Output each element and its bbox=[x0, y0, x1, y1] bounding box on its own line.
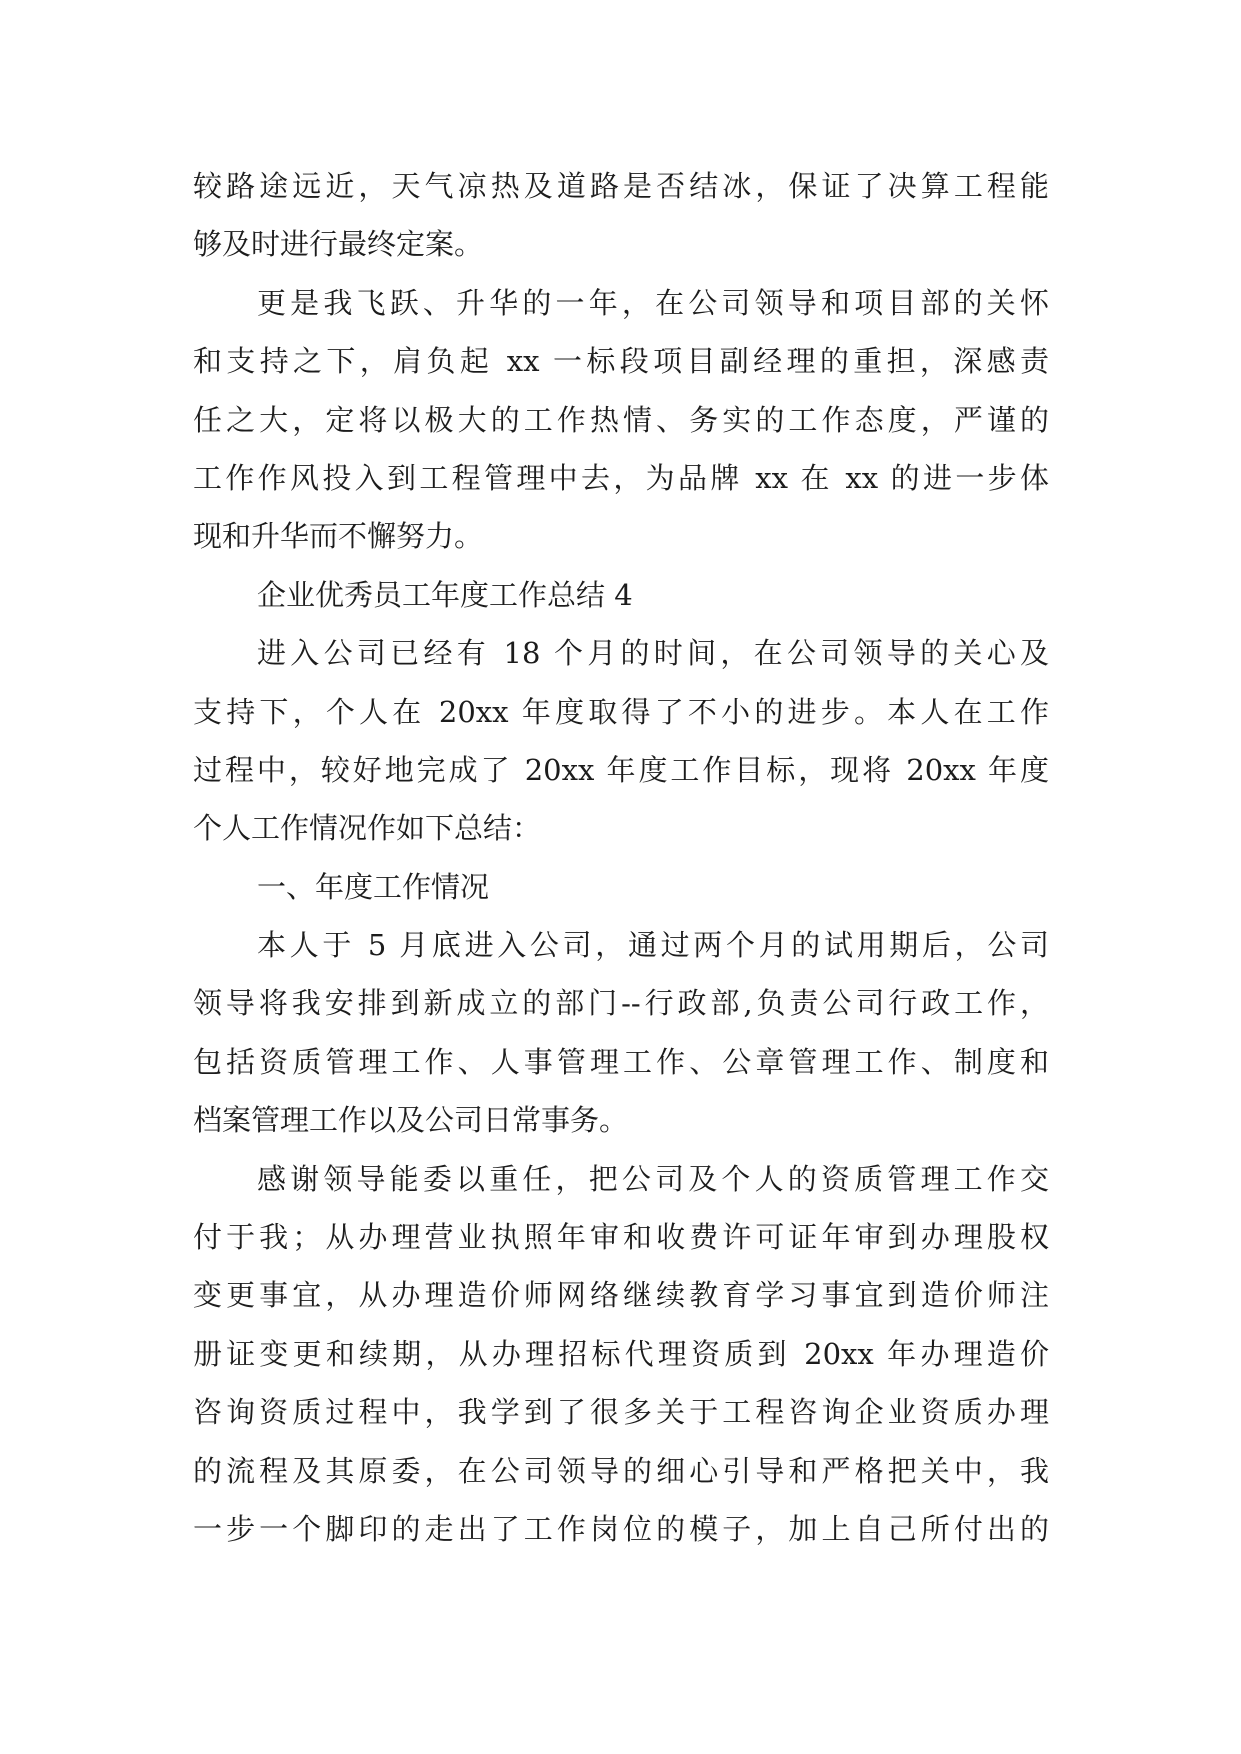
heading-text: 一、年度工作情况 bbox=[257, 869, 490, 904]
text-line: 咨询资质过程中，我学到了很多关于工程咨询企业资质办理 bbox=[193, 1395, 1049, 1430]
text-line: 进入公司已经有 18 个月的时间，在公司领导的关心及 bbox=[257, 636, 1049, 671]
section-heading bbox=[193, 566, 1049, 624]
text-line: 一步一个脚印的走出了工作岗位的模子，加上自己所付出的 bbox=[193, 1511, 1049, 1546]
text-line: 过程中，较好地完成了 20xx 年度工作目标，现将 20xx 年度 bbox=[193, 752, 1049, 787]
text-line: 感谢领导能委以重任，把公司及个人的资质管理工作交 bbox=[257, 1161, 1049, 1196]
text-line: 工作作风投入到工程管理中去，为品牌 xx 在 xx 的进一步体 bbox=[193, 460, 1049, 495]
paragraph bbox=[193, 274, 1049, 566]
paragraph bbox=[193, 624, 1049, 858]
text-line: 档案管理工作以及公司日常事务。 bbox=[193, 1103, 629, 1138]
text-line: 和支持之下，肩负起 xx 一标段项目副经理的重担，深感责 bbox=[193, 344, 1049, 379]
paragraph bbox=[193, 1150, 1049, 1559]
text-line: 支持下，个人在 20xx 年度取得了不小的进步。本人在工作 bbox=[193, 694, 1049, 729]
text-line: 较路途远近，天气凉热及道路是否结冰，保证了决算工程能 bbox=[193, 169, 1049, 203]
text-line: 个人工作情况作如下总结： bbox=[193, 811, 542, 846]
text-line: 本人于 5 月底进入公司，通过两个月的试用期后，公司 bbox=[257, 928, 1049, 963]
text-line: 包括资质管理工作、人事管理工作、公章管理工作、制度和 bbox=[193, 1044, 1049, 1079]
text-line: 付于我；从办理营业执照年审和收费许可证年审到办理股权 bbox=[193, 1220, 1049, 1255]
text-line: 任之大，定将以极大的工作热情、务实的工作态度，严谨的 bbox=[193, 402, 1049, 437]
heading-text: 企业优秀员工年度工作总结 4 bbox=[257, 577, 633, 612]
text-line: 变更事宜，从办理造价师网络继续教育学习事宜到造价师注 bbox=[193, 1278, 1049, 1313]
text-line: 更是我飞跃、升华的一年，在公司领导和项目部的关怀 bbox=[257, 285, 1049, 320]
text-line: 册证变更和续期，从办理招标代理资质到 20xx 年办理造价 bbox=[193, 1336, 1049, 1371]
paragraph bbox=[193, 157, 1049, 274]
text-line: 的流程及其原委，在公司领导的细心引导和严格把关中，我 bbox=[193, 1453, 1049, 1488]
text-line: 够及时进行最终定案。 bbox=[193, 227, 484, 262]
text-line: 领导将我安排到新成立的部门--行政部,负责公司行政工作， bbox=[193, 986, 1049, 1021]
section-heading bbox=[193, 858, 1049, 916]
text-line: 现和升华而不懈努力。 bbox=[193, 519, 484, 554]
document-page bbox=[193, 157, 1049, 1558]
paragraph bbox=[193, 916, 1049, 1150]
